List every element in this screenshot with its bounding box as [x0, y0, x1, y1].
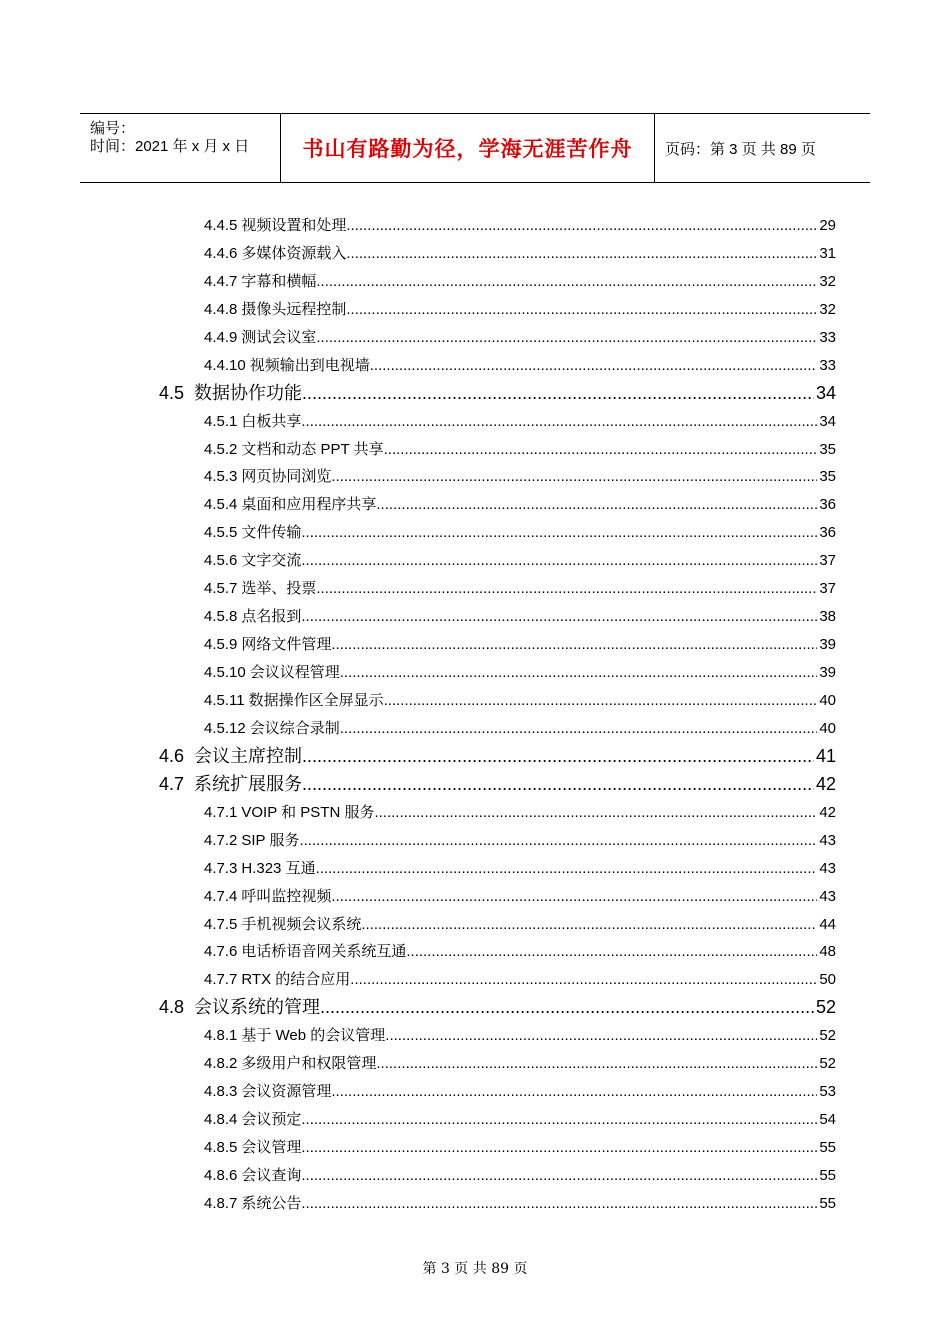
toc-entry-title: SIP 服务	[241, 831, 300, 849]
toc-entry-number: 4.5.11	[204, 691, 245, 709]
toc-entry-page: 40	[819, 719, 836, 737]
toc-dot-leader	[301, 413, 817, 430]
toc-entry-page: 35	[819, 440, 836, 458]
toc-dot-leader	[301, 1111, 817, 1128]
toc-dot-leader	[370, 357, 818, 374]
toc-entry[interactable]	[204, 1024, 836, 1045]
toc-entry-title: 视频设置和处理	[241, 217, 347, 234]
toc-entry[interactable]	[204, 410, 836, 431]
toc-entry-number: 4.5.9	[204, 636, 238, 654]
toc-entry-number: 4.7.7	[204, 971, 238, 989]
toc-entry-title: H.323 互通	[241, 859, 316, 877]
toc-entry-number: 4.7.4	[204, 887, 238, 905]
toc-entry[interactable]	[204, 717, 836, 738]
toc-entry-number: 4.7.3	[204, 859, 238, 877]
toc-entry-number: 4.7.5	[204, 915, 238, 933]
header-left-cell	[80, 114, 281, 182]
toc-entry[interactable]	[204, 1108, 836, 1129]
toc-entry-page: 37	[819, 552, 836, 570]
toc-entry-number: 4.4.8	[204, 300, 238, 318]
toc-entry-page: 50	[819, 971, 836, 989]
toc-entry[interactable]	[159, 379, 836, 405]
toc-entry-title: 网页协同浏览	[241, 468, 332, 486]
toc-entry-number: 4.4.6	[204, 244, 238, 262]
toc-entry-page: 54	[819, 1111, 836, 1129]
toc-entry-number: 4.4.7	[204, 272, 238, 290]
toc-entry-title: 多级用户和权限管理	[241, 1055, 377, 1073]
toc-entry-title: 会议资源管理	[241, 1083, 332, 1101]
toc-entry-page: 33	[819, 328, 836, 346]
toc-entry[interactable]	[204, 521, 836, 542]
toc-dot-leader	[299, 832, 817, 849]
toc-entry-number: 4.8.2	[204, 1055, 238, 1073]
toc-dot-leader	[331, 468, 817, 485]
toc-entry-title: 摄像头远程控制	[241, 300, 347, 318]
toc-entry-page: 55	[819, 1139, 836, 1157]
toc-entry-title: 点名报到	[241, 608, 302, 626]
toc-entry-page: 33	[819, 356, 836, 374]
toc-entry-title: 会议议程管理	[249, 664, 340, 682]
toc-dot-leader	[331, 888, 817, 905]
toc-dot-leader	[301, 1139, 817, 1156]
toc-entry-page: 52	[819, 1055, 836, 1073]
toc-dot-leader	[361, 916, 817, 933]
toc-entry[interactable]	[204, 1192, 836, 1213]
toc-dot-leader	[346, 245, 817, 262]
toc-entry[interactable]	[204, 493, 836, 514]
toc-entry-number: 4.4.5	[204, 217, 238, 234]
toc-entry-page: 38	[819, 608, 836, 626]
toc-entry-page: 55	[819, 1166, 836, 1184]
toc-entry-number: 4.7.1	[204, 803, 238, 821]
toc-dot-leader	[316, 329, 817, 346]
toc-entry-number: 4.4.10	[204, 356, 246, 374]
toc-entry-page: 52	[819, 1027, 836, 1045]
toc-entry-page: 32	[819, 272, 836, 290]
toc-entry-title: VOIP 和 PSTN 服务	[241, 803, 375, 821]
toc-entry-number: 4.5.12	[204, 719, 246, 737]
toc-entry-title: 会议综合录制	[249, 719, 340, 737]
document-time-label: 时间：2021 年 x 月 x 日	[90, 138, 250, 155]
toc-entry[interactable]	[204, 298, 836, 319]
toc-entry-number: 4.5.8	[204, 608, 238, 626]
toc-entry-page: 29	[819, 217, 836, 234]
toc-entry-number: 4.7.2	[204, 831, 238, 849]
toc-entry[interactable]	[204, 661, 836, 682]
toc-dot-leader	[384, 441, 818, 458]
toc-entry-number: 4.7	[159, 773, 185, 794]
toc-entry-title: 白板共享	[241, 412, 302, 430]
toc-entry[interactable]	[204, 214, 836, 235]
toc-entry[interactable]	[204, 689, 836, 710]
toc-entry-page: 35	[819, 468, 836, 486]
toc-entry[interactable]	[204, 270, 836, 291]
toc-entry[interactable]	[204, 913, 836, 934]
toc-entry[interactable]	[204, 605, 836, 626]
toc-entry[interactable]	[204, 438, 836, 459]
toc-entry[interactable]	[204, 1164, 836, 1185]
toc-entry-page: 43	[819, 887, 836, 905]
toc-entry-page: 55	[819, 1194, 836, 1212]
toc-dot-leader	[302, 746, 814, 767]
toc-entry-page: 48	[819, 943, 836, 961]
toc-dot-leader	[374, 804, 817, 821]
toc-entry-page: 40	[819, 691, 836, 709]
toc-entry-number: 4.6	[159, 745, 185, 766]
toc-entry-number: 4.5	[159, 382, 185, 403]
header-right-cell	[655, 114, 870, 182]
toc-entry-number: 4.5.10	[204, 664, 246, 682]
toc-dot-leader	[320, 997, 814, 1018]
toc-dot-leader	[331, 636, 817, 653]
toc-entry[interactable]	[204, 857, 836, 878]
toc-entry-number: 4.8.4	[204, 1111, 238, 1129]
toc-entry-title: 会议主席控制	[194, 745, 303, 766]
toc-entry-number: 4.8	[159, 997, 185, 1018]
toc-dot-leader	[302, 774, 814, 795]
toc-entry[interactable]	[204, 801, 836, 822]
toc-entry-number: 4.8.5	[204, 1139, 238, 1157]
toc-entry-page: 43	[819, 859, 836, 877]
toc-entry[interactable]	[204, 829, 836, 850]
document-number-label: 编号：	[90, 120, 136, 137]
toc-entry-number: 4.7.6	[204, 943, 238, 961]
header-page-info: 页码：第 3 页 共 89 页	[665, 140, 816, 158]
toc-entry-page: 37	[819, 580, 836, 598]
toc-dot-leader	[331, 1083, 817, 1100]
toc-dot-leader	[384, 692, 818, 709]
toc-entry-title: 选举、投票	[241, 580, 317, 598]
toc-entry-page: 34	[819, 412, 836, 430]
toc-entry-title: 数据操作区全屏显示	[248, 691, 384, 709]
toc-entry-title: 呼叫监控视频	[241, 887, 332, 905]
page-footer: 第 3 页 共 89 页	[422, 1261, 528, 1277]
toc-entry-number: 4.5.6	[204, 552, 238, 570]
toc-entry-page: 42	[819, 803, 836, 821]
toc-entry[interactable]	[204, 940, 836, 961]
toc-entry-title: 会议管理	[241, 1139, 302, 1157]
toc-entry[interactable]	[204, 242, 836, 263]
toc-entry-title: 文档和动态 PPT 共享	[241, 440, 384, 458]
toc-entry[interactable]	[159, 993, 836, 1019]
toc-dot-leader	[385, 1027, 817, 1044]
toc-entry-number: 4.8.3	[204, 1083, 238, 1101]
toc-entry[interactable]	[204, 1136, 836, 1157]
toc-entry-number: 4.5.7	[204, 580, 238, 598]
toc-entry-title: 数据协作功能	[194, 382, 303, 403]
toc-dot-leader	[301, 1167, 817, 1184]
toc-entry-title: 会议预定	[241, 1111, 302, 1129]
toc-entry-title: 会议系统的管理	[194, 997, 321, 1018]
toc-dot-leader	[301, 1195, 817, 1212]
toc-entry-page: 44	[819, 915, 836, 933]
toc-entry-page: 43	[819, 831, 836, 849]
toc-entry-number: 4.5.4	[204, 496, 238, 514]
toc-entry-title: 视频输出到电视墙	[249, 356, 370, 374]
toc-entry-number: 4.5.5	[204, 524, 238, 542]
toc-dot-leader	[301, 524, 817, 541]
toc-entry[interactable]	[204, 465, 836, 486]
toc-entry-title: 会议查询	[241, 1166, 302, 1184]
toc-entry-title: 系统公告	[241, 1194, 302, 1212]
toc-entry[interactable]	[204, 577, 836, 598]
toc-dot-leader	[340, 664, 818, 681]
toc-entry-title: 文件传输	[241, 524, 302, 542]
toc-entry[interactable]	[159, 770, 836, 796]
toc-dot-leader	[376, 1055, 817, 1072]
toc-entry-page: 39	[819, 664, 836, 682]
toc-entry-page: 36	[819, 496, 836, 514]
toc-entry-page: 41	[815, 745, 836, 766]
toc-entry-title: 网络文件管理	[241, 636, 332, 654]
toc-entry[interactable]	[204, 633, 836, 654]
toc-entry[interactable]	[204, 326, 836, 347]
toc-entry[interactable]	[204, 354, 836, 375]
header-table	[80, 113, 870, 183]
toc-entry-number: 4.8.1	[204, 1027, 238, 1045]
toc-dot-leader	[406, 943, 817, 960]
toc-entry-page: 36	[819, 524, 836, 542]
toc-entry-page: 53	[819, 1083, 836, 1101]
toc-dot-leader	[346, 301, 817, 318]
toc-entry-title: RTX 的结合应用	[241, 971, 351, 989]
toc-entry-page: 31	[819, 244, 836, 262]
toc-entry-title: 基于 Web 的会议管理	[241, 1027, 386, 1045]
header-motto: 书山有路勤为径，学海无涯苦作舟	[302, 136, 633, 161]
toc-entry-page: 42	[815, 773, 836, 794]
toc-entry-title: 系统扩展服务	[194, 773, 303, 794]
toc-entry-title: 桌面和应用程序共享	[241, 496, 377, 514]
toc-dot-leader	[301, 608, 817, 625]
toc-entry[interactable]	[159, 742, 836, 768]
toc-entry-page: 34	[815, 382, 836, 403]
toc-entry-number: 4.5.1	[204, 412, 238, 430]
toc-entry-title: 手机视频会议系统	[241, 915, 362, 933]
toc-entry-number: 4.8.6	[204, 1166, 238, 1184]
toc-dot-leader	[340, 720, 818, 737]
toc-dot-leader	[346, 217, 817, 234]
toc-entry-title: 电话桥语音网关系统互通	[241, 943, 407, 961]
toc-entry-number: 4.5.2	[204, 440, 238, 458]
toc-entry[interactable]	[204, 968, 836, 989]
toc-entry-page: 52	[815, 997, 836, 1018]
toc-dot-leader	[302, 383, 814, 404]
toc-entry[interactable]	[204, 549, 836, 570]
toc-dot-leader	[316, 860, 818, 877]
toc-dot-leader	[316, 580, 817, 597]
toc-dot-leader	[301, 552, 817, 569]
toc-entry[interactable]	[204, 885, 836, 906]
toc-entry-title: 字幕和横幅	[241, 272, 317, 290]
toc-entry-page: 32	[819, 300, 836, 318]
toc-dot-leader	[376, 496, 817, 513]
toc-entry-number: 4.8.7	[204, 1194, 238, 1212]
toc-entry[interactable]	[204, 1052, 836, 1073]
toc-entry-title: 测试会议室	[241, 328, 317, 346]
toc-entry[interactable]	[204, 1080, 836, 1101]
toc-entry-title: 多媒体资源载入	[241, 244, 347, 262]
toc-entry-page: 39	[819, 636, 836, 654]
toc-dot-leader	[316, 273, 817, 290]
toc-entry-number: 4.5.3	[204, 468, 238, 486]
toc-entry-title: 文字交流	[241, 552, 302, 570]
toc-entry-number: 4.4.9	[204, 328, 238, 346]
header-middle-cell	[281, 114, 655, 182]
toc-dot-leader	[350, 971, 817, 988]
